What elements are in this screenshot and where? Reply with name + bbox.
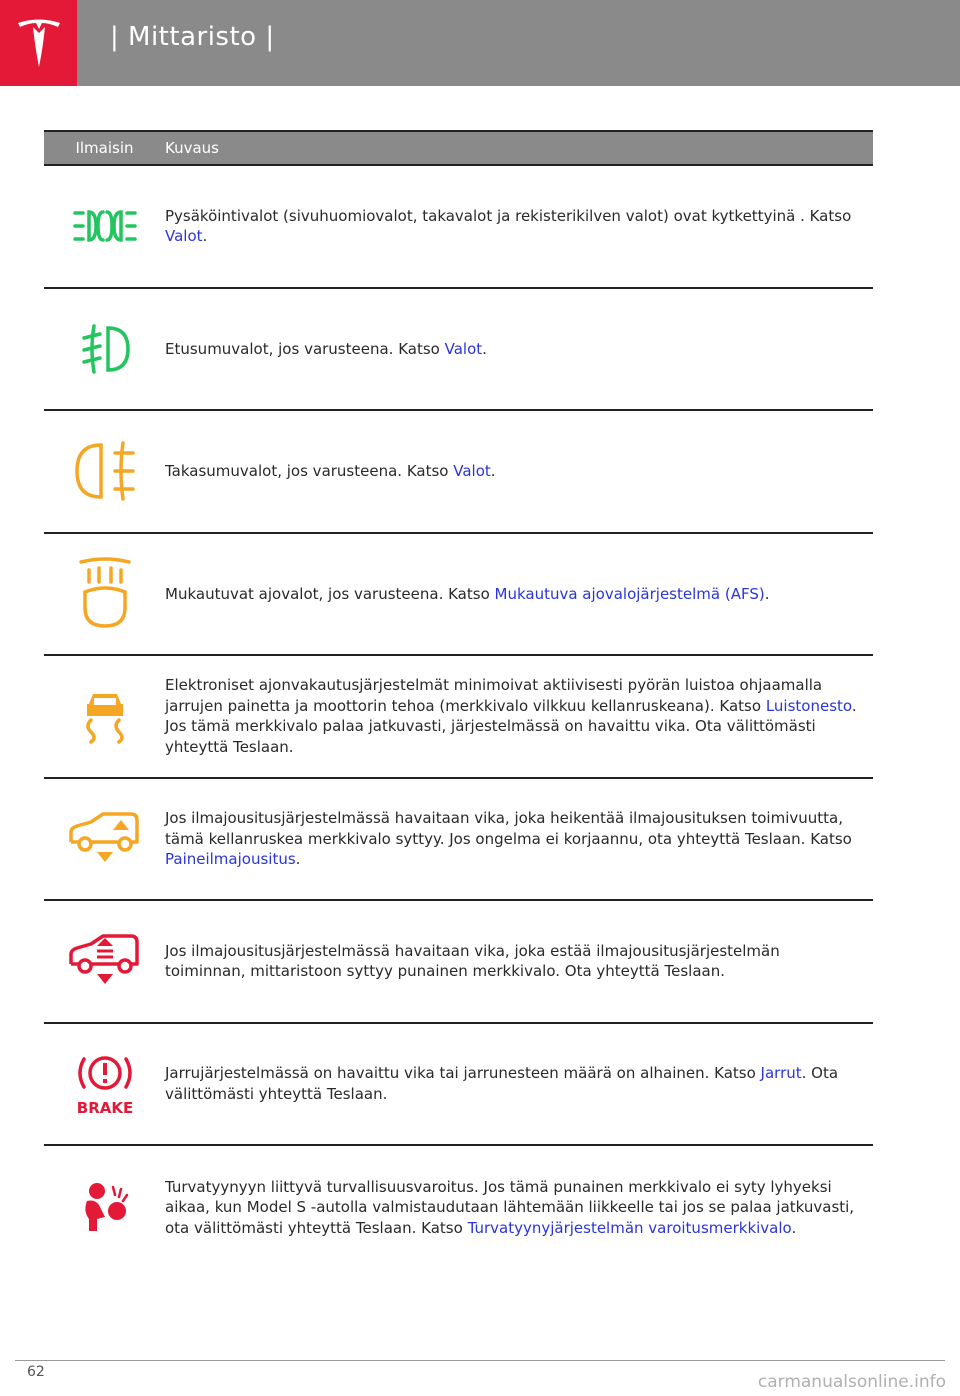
row-description: Mukautuvat ajovalot, jos varusteena. Katso Mukautuva ajovalojärjestelmä (AFS). (165, 584, 770, 603)
table-row (44, 166, 873, 289)
link-valot[interactable]: Valot (444, 339, 483, 358)
table-row (44, 411, 873, 534)
table-row (44, 1024, 873, 1147)
link-paineilmajousitus[interactable]: Paineilmajousitus (165, 850, 296, 868)
indicator-table (44, 130, 873, 1269)
link-afs[interactable]: Mukautuva ajovalojärjestelmä (AFS) (494, 584, 765, 603)
row-description: Etusumuvalot, jos varusteena. Katso Valot. (165, 339, 487, 358)
table-header (44, 130, 873, 166)
link-jarrut[interactable]: Jarrut (760, 1064, 802, 1083)
page-number: 62 (27, 1364, 45, 1380)
column-header-description: Kuvaus (165, 139, 219, 157)
air-suspension-amber-icon (67, 812, 143, 866)
table-row (44, 656, 873, 779)
parking-lights-icon (72, 206, 138, 246)
table-row (44, 1146, 873, 1269)
traction-control-icon (77, 688, 133, 744)
rear-fog-light-icon (73, 439, 137, 503)
page-header (0, 0, 960, 86)
row-description: Jarrujärjestelmässä on havaittu vika tai jarrunesteen määrä on alhainen. Katso Jarrut. Ota välittömästi yhteyttä Teslaan. (165, 1064, 839, 1103)
link-turvatyyny[interactable]: Turvatyynyjärjestelmän varoitusmerkkivalo (467, 1218, 792, 1237)
footer-divider (15, 1360, 945, 1361)
front-fog-light-icon (78, 322, 132, 376)
watermark: carmanualsonline.info (757, 1372, 946, 1392)
row-description: Takasumuvalot, jos varusteena. Katso Valot. (165, 462, 496, 480)
adaptive-headlight-icon (75, 556, 135, 632)
brake-label: BRAKE (76, 1098, 133, 1117)
link-valot[interactable]: Valot (453, 462, 491, 480)
brake-warning-icon (70, 1051, 140, 1117)
row-description: Turvatyynyyn liittyvä turvallisuusvaroitus. Jos tämä punainen merkkivalo ei syty lyhyeksi aikaa, kun Model S -autolla valmistaudutaan lähtemään liikkeelle tai jos se palaa jatkuvasti, ota välittömästi yhteyttä Teslaan. Katso Turvatyynyjärjestelmän varoitusmerkkivalo. (165, 1177, 855, 1237)
table-row (44, 534, 873, 657)
row-description: Elektroniset ajonvakautusjärjestelmät minimoivat aktiivisesti pyörän luistoa ohjaamalla jarrujen painetta ja moottorin tehoa (merkkivalo vilkkuu kellanruskeana). Katso Luistonesto. Jos tämä merkkivalo palaa jatkuvasti, järjestelmässä on havaittu vika. Ota välittömästi yhteyttä Teslaan. (165, 676, 857, 756)
row-description: Jos ilmajousitusjärjestelmässä havaitaan vika, joka heikentää ilmajousituksen toimivuutta, tämä kellanruskea merkkivalo syttyy. Jos ongelma ei korjaannu, ota yhteyttä Teslaan. Katso Paineilmajousitus. (165, 809, 852, 868)
air-suspension-red-icon (67, 934, 143, 988)
table-row (44, 289, 873, 412)
row-description: Jos ilmajousitusjärjestelmässä havaitaan vika, joka estää ilmajousitusjärjestelmän toiminnan, mittaristoon syttyy punainen merkkivalo. Ota yhteyttä Teslaan. (165, 941, 780, 981)
table-row (44, 901, 873, 1024)
row-description: Pysäköintivalot (sivuhuomiovalot, takavalot ja rekisterikilven valot) ovat kytkettyinä . Katso Valot. (165, 206, 852, 246)
tesla-logo (0, 0, 77, 86)
column-header-indicator: Ilmaisin (75, 139, 134, 157)
airbag-warning-icon (77, 1179, 133, 1235)
tesla-logo-icon (16, 17, 62, 69)
section-title: | Mittaristo | (110, 22, 275, 52)
table-row (44, 779, 873, 902)
link-luistonesto[interactable]: Luistonesto (765, 696, 852, 715)
link-valot[interactable]: Valot (165, 227, 203, 246)
